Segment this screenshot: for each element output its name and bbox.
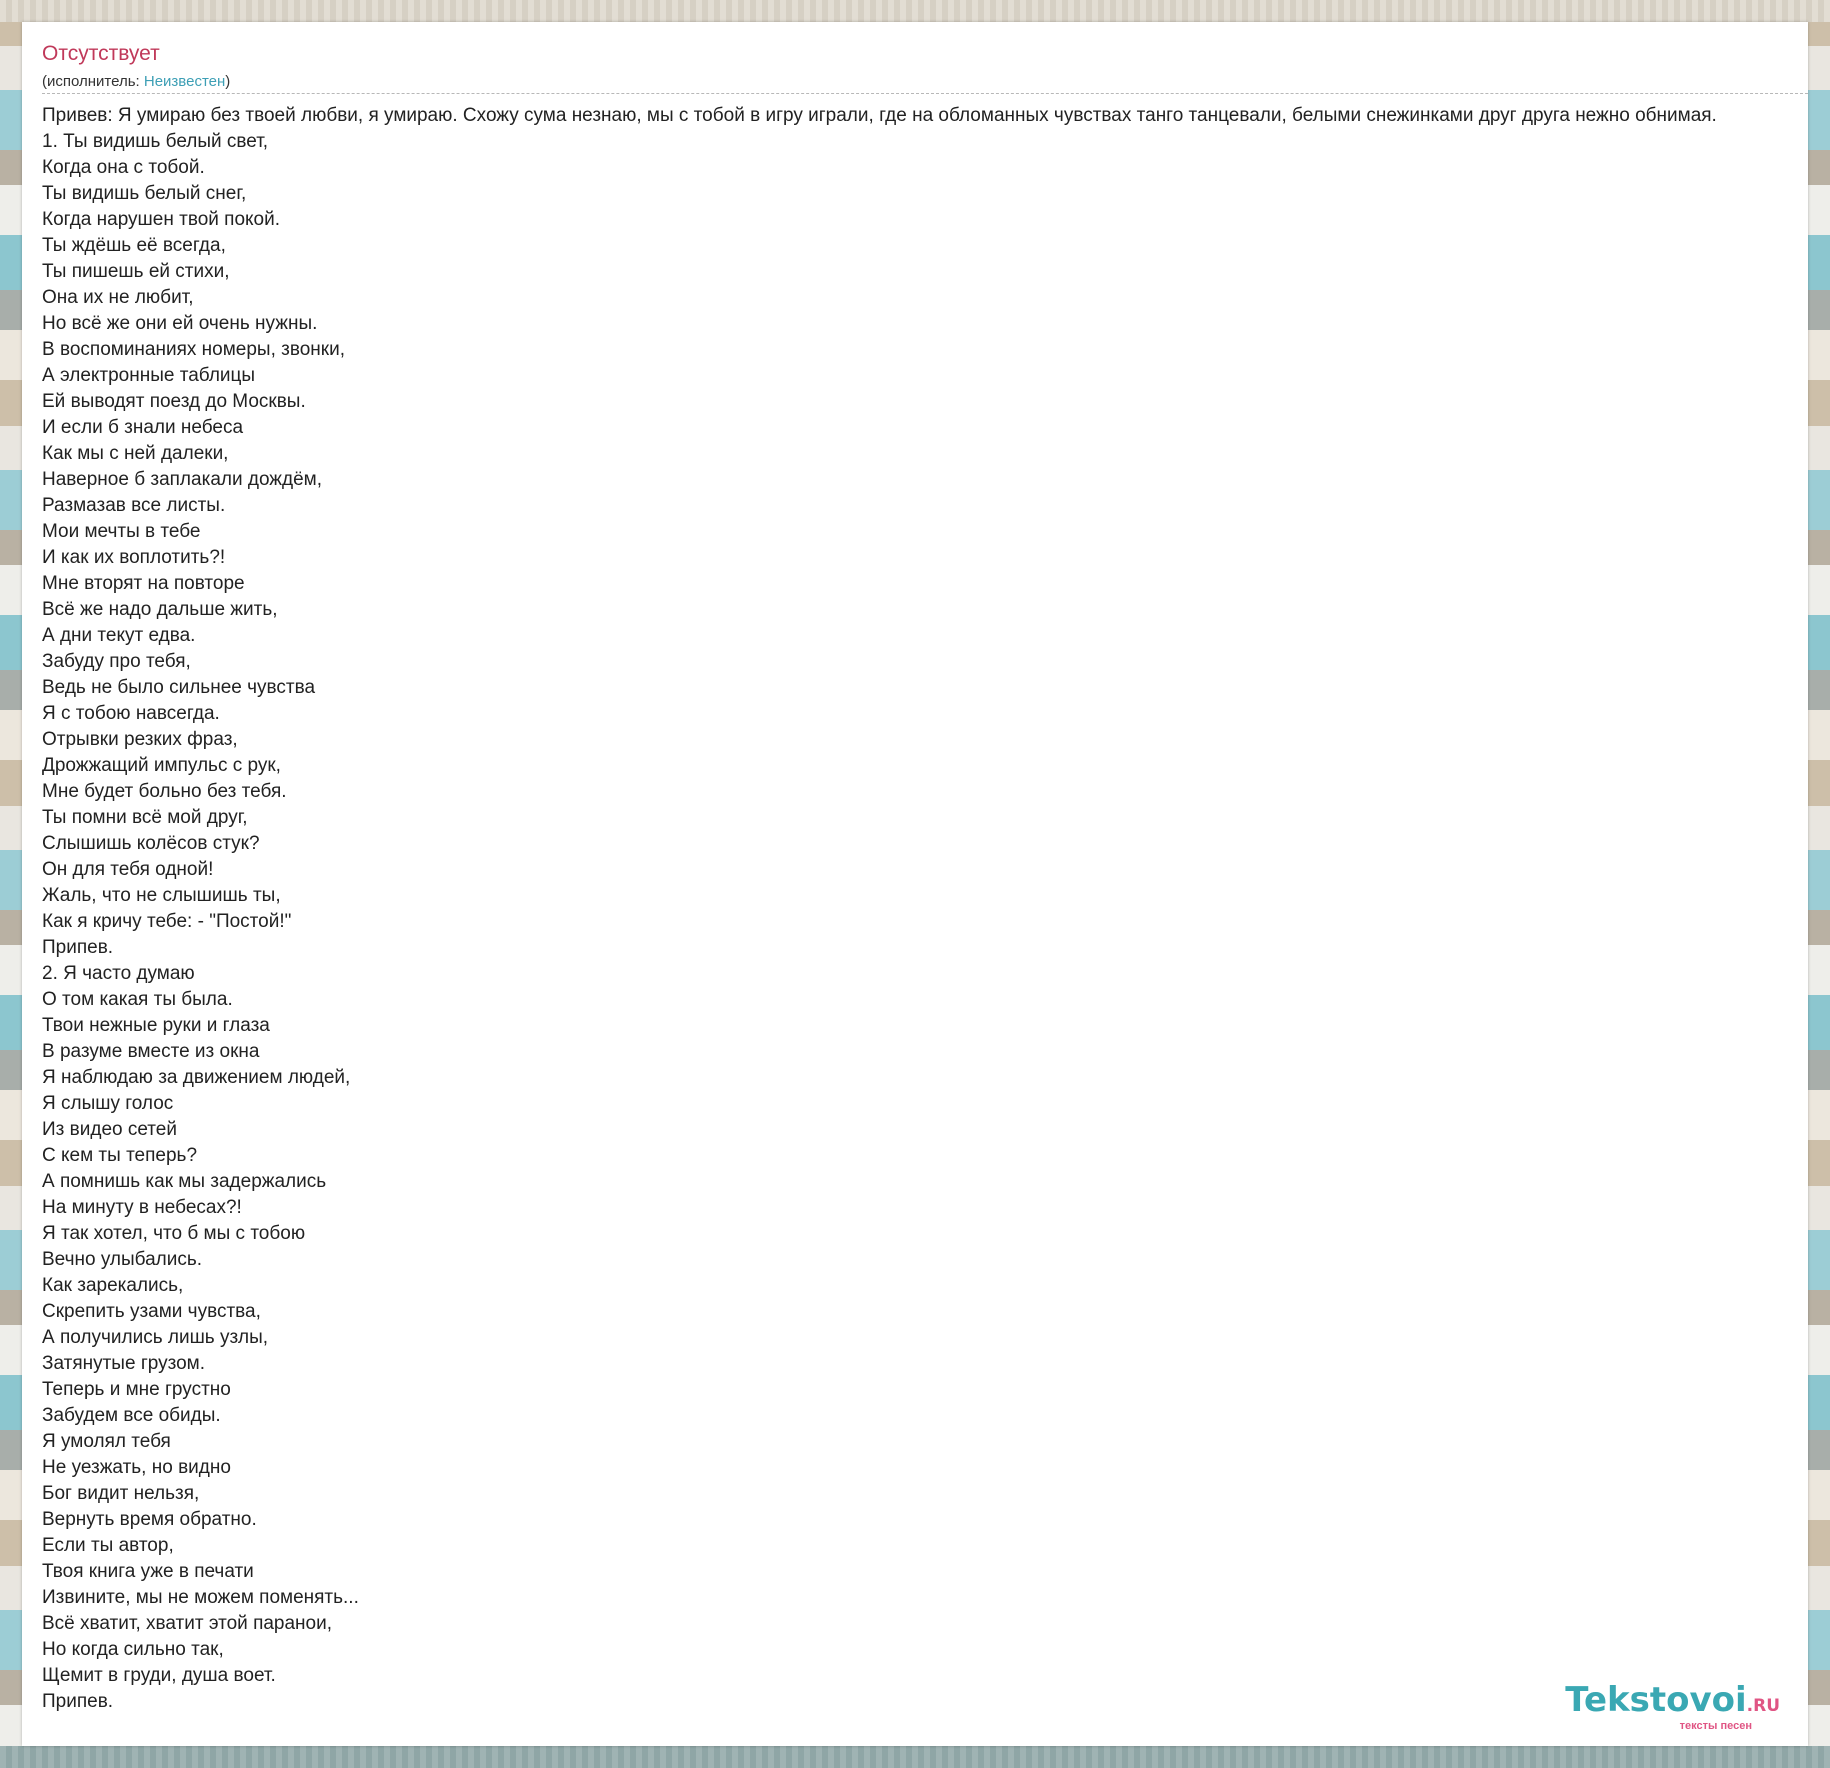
lyric-line: Твоя книга уже в печати [42, 1561, 254, 1582]
lyric-line: Ты помни всё мой друг, [42, 807, 248, 828]
lyric-line: Дрожжащий импульс с рук, [42, 755, 281, 776]
lyric-line: Твои нежные руки и глаза [42, 1015, 270, 1036]
lyric-line: Припев. [42, 937, 114, 958]
artist-line [42, 73, 230, 90]
lyric-line: Ты пишешь ей стихи, [42, 261, 230, 282]
lyric-line: Привев: Я умираю без твоей любви, я умираю. Схожу сума незнаю, мы с тобой в игру играли, где на обломанных чувствах танго танцевали, белыми снежинками друг друга нежно обнимая. [42, 105, 1717, 126]
logo-wordmark [1565, 1682, 1780, 1724]
lyric-line: И как их воплотить?! [42, 547, 226, 568]
lyric-line: На минуту в небесах?! [42, 1197, 242, 1218]
lyric-line: Жаль, что не слышишь ты, [42, 885, 281, 906]
lyric-line: Бог видит нельзя, [42, 1483, 200, 1504]
lyric-line: О том какая ты была. [42, 989, 233, 1010]
lyric-line: Щемит в груди, душа воет. [42, 1665, 276, 1686]
lyric-line: Ей выводят поезд до Москвы. [42, 391, 306, 412]
lyric-line: Как я кричу тебе: - "Постой!" [42, 911, 292, 932]
lyric-line: Как мы с ней далеки, [42, 443, 229, 464]
lyric-line: Я умолял тебя [42, 1431, 171, 1452]
lyric-line: Но когда сильно так, [42, 1639, 224, 1660]
lyric-line: Ты видишь белый снег, [42, 183, 247, 204]
lyric-line: Если ты автор, [42, 1535, 174, 1556]
artist-suffix: ) [225, 73, 231, 90]
lyric-line: И если б знали небеса [42, 417, 244, 438]
lyric-line: 2. Я часто думаю [42, 963, 195, 984]
lyric-line: Мне будет больно без тебя. [42, 781, 287, 802]
song-title: Отсутствует [42, 42, 160, 65]
lyric-line: Слышишь колёсов стук? [42, 833, 260, 854]
lyric-line: С кем ты теперь? [42, 1145, 198, 1166]
lyric-line: Ведь не было сильнее чувства [42, 677, 316, 698]
lyric-line: Я наблюдаю за движением людей, [42, 1067, 351, 1088]
lyric-line: Скрепить узами чувства, [42, 1301, 261, 1322]
background-top-strip [0, 0, 1830, 22]
lyric-line: Она их не любит, [42, 287, 194, 308]
lyric-line: Когда она с тобой. [42, 157, 205, 178]
lyric-line: В воспоминаниях номеры, звонки, [42, 339, 345, 360]
lyric-line: Когда нарушен твой покой. [42, 209, 281, 230]
lyric-line: Я слышу голос [42, 1093, 174, 1114]
lyric-line: Размазав все листы. [42, 495, 226, 516]
lyric-line: Забудем все обиды. [42, 1405, 221, 1426]
lyric-line: А получились лишь узлы, [42, 1327, 269, 1348]
lyric-line: Не уезжать, но видно [42, 1457, 231, 1478]
lyric-line: Я с тобою навсегда. [42, 703, 220, 724]
lyric-line: Но всё же они ей очень нужны. [42, 313, 318, 334]
logo-tld: .RU [1746, 1696, 1780, 1716]
lyric-line: Всё хватит, хватит этой паранои, [42, 1613, 333, 1634]
lyric-line: Как зарекались, [42, 1275, 184, 1296]
lyric-line: Наверное б заплакали дождём, [42, 469, 323, 490]
lyric-line: Вечно улыбались. [42, 1249, 203, 1270]
lyric-line: Забуду про тебя, [42, 651, 191, 672]
lyric-line: Ты ждёшь её всегда, [42, 235, 226, 256]
logo-tagline: тексты песен [1679, 1720, 1752, 1732]
lyric-line: А электронные таблицы [42, 365, 256, 386]
lyric-line: 1. Ты видишь белый свет, [42, 131, 269, 152]
lyric-line: Он для тебя одной! [42, 859, 214, 880]
lyric-line: А помнишь как мы задержались [42, 1171, 327, 1192]
lyric-line: Затянутые грузом. [42, 1353, 206, 1374]
lyric-line: В разуме вместе из окна [42, 1041, 260, 1062]
lyric-line: Всё же надо дальше жить, [42, 599, 278, 620]
logo-main-text: Tekstovoi [1565, 1680, 1747, 1720]
lyric-line: Мне вторят на повторе [42, 573, 245, 594]
artist-prefix: (исполнитель: [42, 73, 144, 90]
lyrics-text [42, 103, 1808, 1715]
lyric-line: Мои мечты в тебе [42, 521, 201, 542]
content-panel [22, 22, 1808, 1746]
tekstovoi-logo[interactable] [1565, 1682, 1780, 1732]
lyric-line: Из видео сетей [42, 1119, 177, 1140]
background-bottom-strip [0, 1746, 1830, 1768]
lyric-line: Я так хотел, что б мы с тобою [42, 1223, 306, 1244]
lyric-line: А дни текут едва. [42, 625, 196, 646]
lyric-line: Отрывки резких фраз, [42, 729, 238, 750]
lyric-line: Вернуть время обратно. [42, 1509, 257, 1530]
lyric-line: Теперь и мне грустно [42, 1379, 231, 1400]
lyric-line: Припев. [42, 1691, 114, 1712]
title-divider [42, 93, 1808, 94]
lyric-line: Извините, мы не можем поменять... [42, 1587, 359, 1608]
artist-link[interactable]: Неизвестен [143, 73, 226, 90]
